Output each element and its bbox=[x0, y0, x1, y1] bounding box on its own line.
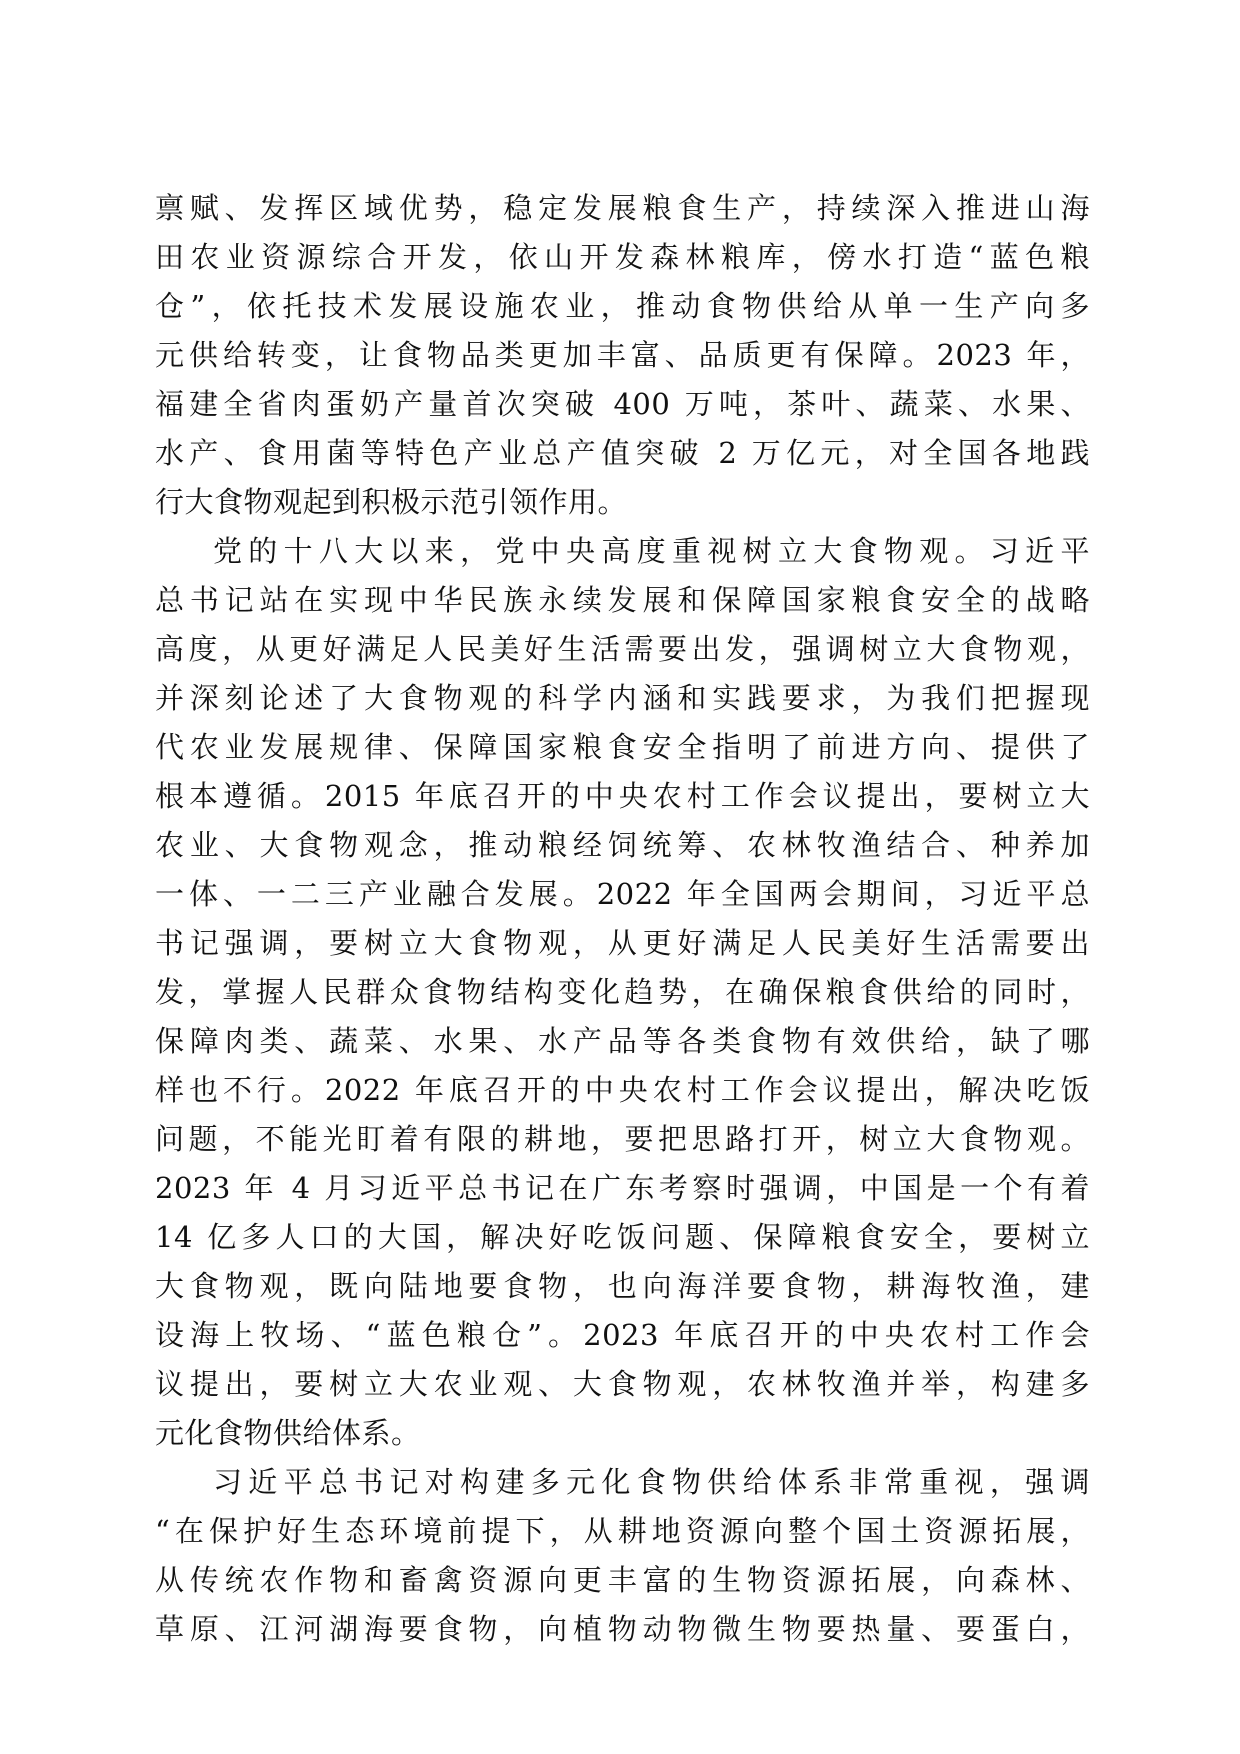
paragraph bbox=[155, 184, 1090, 527]
paragraph-line: 习近平总书记对构建多元化食物供给体系非常重视，强调 bbox=[213, 1465, 1090, 1499]
paragraph-line: 元供给转变，让食物品类更加丰富、品质更有保障。2023 年， bbox=[155, 338, 1090, 372]
paragraph-line: 并深刻论述了大食物观的科学内涵和实践要求，为我们把握现 bbox=[155, 681, 1090, 715]
paragraph-line: 议提出，要树立大农业观、大食物观，农林牧渔并举，构建多 bbox=[155, 1367, 1090, 1401]
paragraph-line: 14 亿多人口的大国，解决好吃饭问题、保障粮食安全，要树立 bbox=[155, 1220, 1090, 1254]
paragraph-line: 代农业发展规律、保障国家粮食安全指明了前进方向、提供了 bbox=[155, 730, 1090, 764]
paragraph-line: 福建全省肉蛋奶产量首次突破 400 万吨，茶叶、蔬菜、水果、 bbox=[155, 387, 1090, 421]
paragraph-line: 田农业资源综合开发，依山开发森林粮库，傍水打造“蓝色粮 bbox=[155, 240, 1090, 274]
paragraph-line: 禀赋、发挥区域优势，稳定发展粮食生产，持续深入推进山海 bbox=[155, 191, 1090, 225]
paragraph bbox=[155, 527, 1090, 1458]
paragraph-line: 问题，不能光盯着有限的耕地，要把思路打开，树立大食物观。 bbox=[155, 1122, 1090, 1156]
paragraph-line: 总书记站在实现中华民族永续发展和保障国家粮食安全的战略 bbox=[155, 583, 1090, 617]
paragraph-line: 大食物观，既向陆地要食物，也向海洋要食物，耕海牧渔，建 bbox=[155, 1269, 1090, 1303]
paragraph-line: 2023 年 4 月习近平总书记在广东考察时强调，中国是一个有着 bbox=[155, 1171, 1090, 1205]
paragraph-line: 高度，从更好满足人民美好生活需要出发，强调树立大食物观， bbox=[155, 632, 1090, 666]
paragraph-line: 行大食物观起到积极示范引领作用。 bbox=[155, 485, 628, 519]
paragraph-line: 样也不行。2022 年底召开的中央农村工作会议提出，解决吃饭 bbox=[155, 1073, 1090, 1107]
paragraph-line: 仓”，依托技术发展设施农业，推动食物供给从单一生产向多 bbox=[155, 289, 1090, 323]
paragraph-line: 党的十八大以来，党中央高度重视树立大食物观。习近平 bbox=[213, 534, 1090, 568]
paragraph-line: 草原、江河湖海要食物，向植物动物微生物要热量、要蛋白， bbox=[155, 1612, 1090, 1646]
paragraph-line: 一体、一二三产业融合发展。2022 年全国两会期间，习近平总 bbox=[155, 877, 1090, 911]
paragraph bbox=[155, 1458, 1090, 1654]
document-body bbox=[155, 184, 1090, 1654]
paragraph-line: 农业、大食物观念，推动粮经饲统筹、农林牧渔结合、种养加 bbox=[155, 828, 1090, 862]
paragraph-line: 水产、食用菌等特色产业总产值突破 2 万亿元，对全国各地践 bbox=[155, 436, 1090, 470]
paragraph-line: 发，掌握人民群众食物结构变化趋势，在确保粮食供给的同时， bbox=[155, 975, 1090, 1009]
paragraph-line: 保障肉类、蔬菜、水果、水产品等各类食物有效供给，缺了哪 bbox=[155, 1024, 1090, 1058]
paragraph-line: 从传统农作物和畜禽资源向更丰富的生物资源拓展，向森林、 bbox=[155, 1563, 1090, 1597]
paragraph-line: 根本遵循。2015 年底召开的中央农村工作会议提出，要树立大 bbox=[155, 779, 1090, 813]
paragraph-line: 元化食物供给体系。 bbox=[155, 1416, 421, 1450]
paragraph-line: 书记强调，要树立大食物观，从更好满足人民美好生活需要出 bbox=[155, 926, 1090, 960]
paragraph-line: “在保护好生态环境前提下，从耕地资源向整个国土资源拓展， bbox=[155, 1514, 1090, 1548]
paragraph-line: 设海上牧场、“蓝色粮仓”。2023 年底召开的中央农村工作会 bbox=[155, 1318, 1090, 1352]
